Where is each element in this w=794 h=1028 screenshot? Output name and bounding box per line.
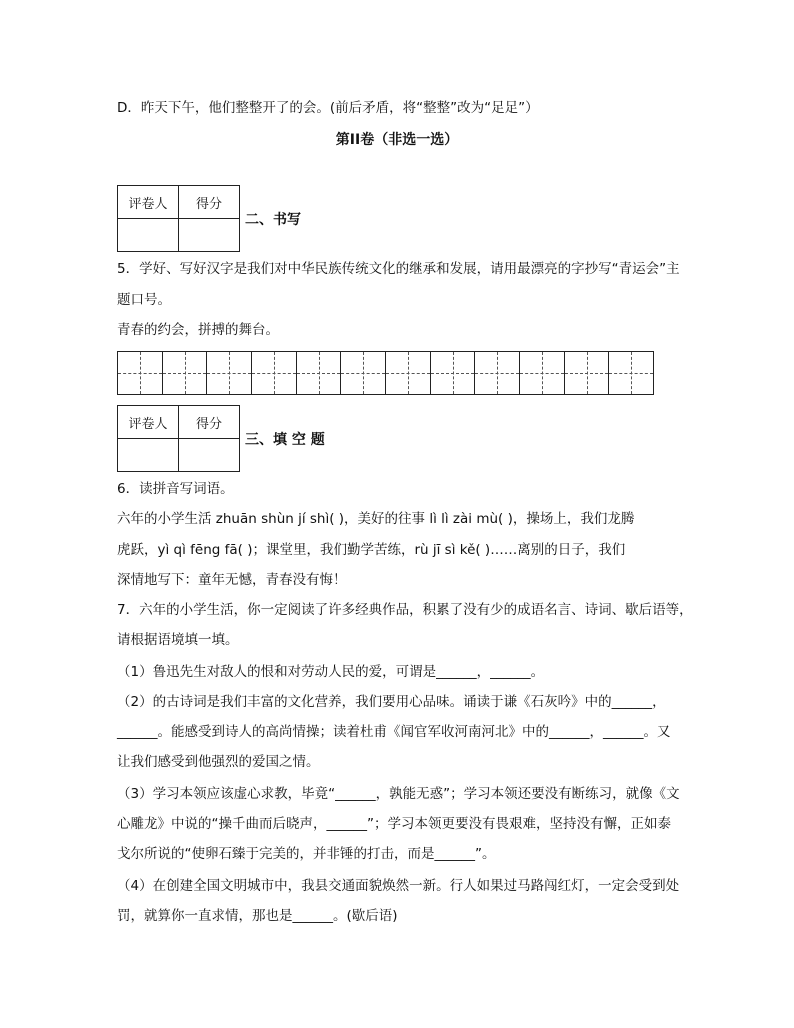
grid-cell[interactable] — [520, 352, 565, 394]
section-writing-title: 二、书写 — [245, 212, 301, 228]
q6-line2: 虎跃，yì qì fēng fā( )；课堂里，我们勤学苦练，rù jī sì kě( )……离别的日子，我们 — [117, 542, 626, 558]
q7-item3-line1: （3）学习本领应该虚心求教，毕竟“______，孰能无惑”；学习本领还要没有断练习，就像《文 — [117, 786, 680, 802]
writing-grid — [117, 351, 654, 395]
grid-cell[interactable] — [341, 352, 386, 394]
grid-cell[interactable] — [297, 352, 342, 394]
section-fill-title: 三、填 空 题 — [245, 432, 325, 448]
grid-cell[interactable] — [118, 352, 163, 394]
q7-item4-line1: （4）在创建全国文明城市中，我县交通面貌焕然一新。行人如果过马路闯红灯，一定会受到处 — [117, 878, 680, 894]
q7-item2-line3: 让我们感受到他强烈的爱国之情。 — [117, 754, 320, 770]
q4-option-d: D．昨天下午，他们整整开了的会。(前后矛盾，将“整整”改为“足足”） — [117, 100, 539, 116]
score-table-writing — [117, 185, 240, 252]
grader-cell — [118, 439, 179, 472]
q6-line3: 深情地写下：童年无憾，青春没有悔！ — [117, 572, 347, 588]
score-cell — [179, 219, 240, 252]
q6-line1: 六年的小学生活 zhuān shùn jí shì( )，美好的往事 lì lì zài mù( )，操场上，我们龙腾 — [117, 511, 635, 527]
grader-label: 评卷人 — [118, 186, 179, 219]
part2-title: 第II卷（非选一选） — [335, 132, 459, 148]
grid-cell[interactable] — [475, 352, 520, 394]
grid-cell[interactable] — [565, 352, 610, 394]
score-table-fill — [117, 405, 240, 472]
score-label: 得分 — [179, 406, 240, 439]
q7-item4-line2: 罚，就算你一直求情，那也是______。(歇后语) — [117, 908, 398, 924]
score-label: 得分 — [179, 186, 240, 219]
grader-label: 评卷人 — [118, 406, 179, 439]
q7-item3-line3: 戈尔所说的“使卵石臻于完美的，并非锤的打击，而是______”。 — [117, 846, 496, 862]
q7-item2-line2: ______。能感受到诗人的高尚情操；读着杜甫《闻官军收河南河北》中的______，______。又 — [117, 724, 671, 740]
grader-cell — [118, 219, 179, 252]
grid-cell[interactable] — [207, 352, 252, 394]
q5-line2: 题口号。 — [117, 292, 171, 308]
score-cell — [179, 439, 240, 472]
q6-prompt: 6．读拼音写词语。 — [117, 481, 234, 497]
q5-slogan: 青春的约会，拼搏的舞台。 — [117, 322, 279, 338]
q7-line2: 请根据语境填一填。 — [117, 632, 239, 648]
grid-cell[interactable] — [609, 352, 653, 394]
q7-item2-line1: （2）的古诗词是我们丰富的文化营养，我们要用心品味。诵读于谦《石灰吟》中的______， — [117, 694, 666, 710]
q7-item1: （1）鲁迅先生对敌人的恨和对劳动人民的爱，可谓是______，______。 — [117, 664, 545, 680]
grid-cell[interactable] — [163, 352, 208, 394]
grid-cell[interactable] — [431, 352, 476, 394]
grid-cell[interactable] — [252, 352, 297, 394]
grid-cell[interactable] — [386, 352, 431, 394]
q7-item3-line2: 心雕龙》中说的“操千曲而后晓声，______”；学习本领更要没有畏艰难，坚持没有懈，正如泰 — [117, 816, 671, 832]
q7-line1: 7．六年的小学生活，你一定阅读了许多经典作品，积累了没有少的成语名言、诗词、歇后语等， — [117, 602, 693, 618]
q5-line1: 5．学好、写好汉字是我们对中华民族传统文化的继承和发展，请用最漂亮的字抄写“青运会”主 — [117, 261, 680, 277]
